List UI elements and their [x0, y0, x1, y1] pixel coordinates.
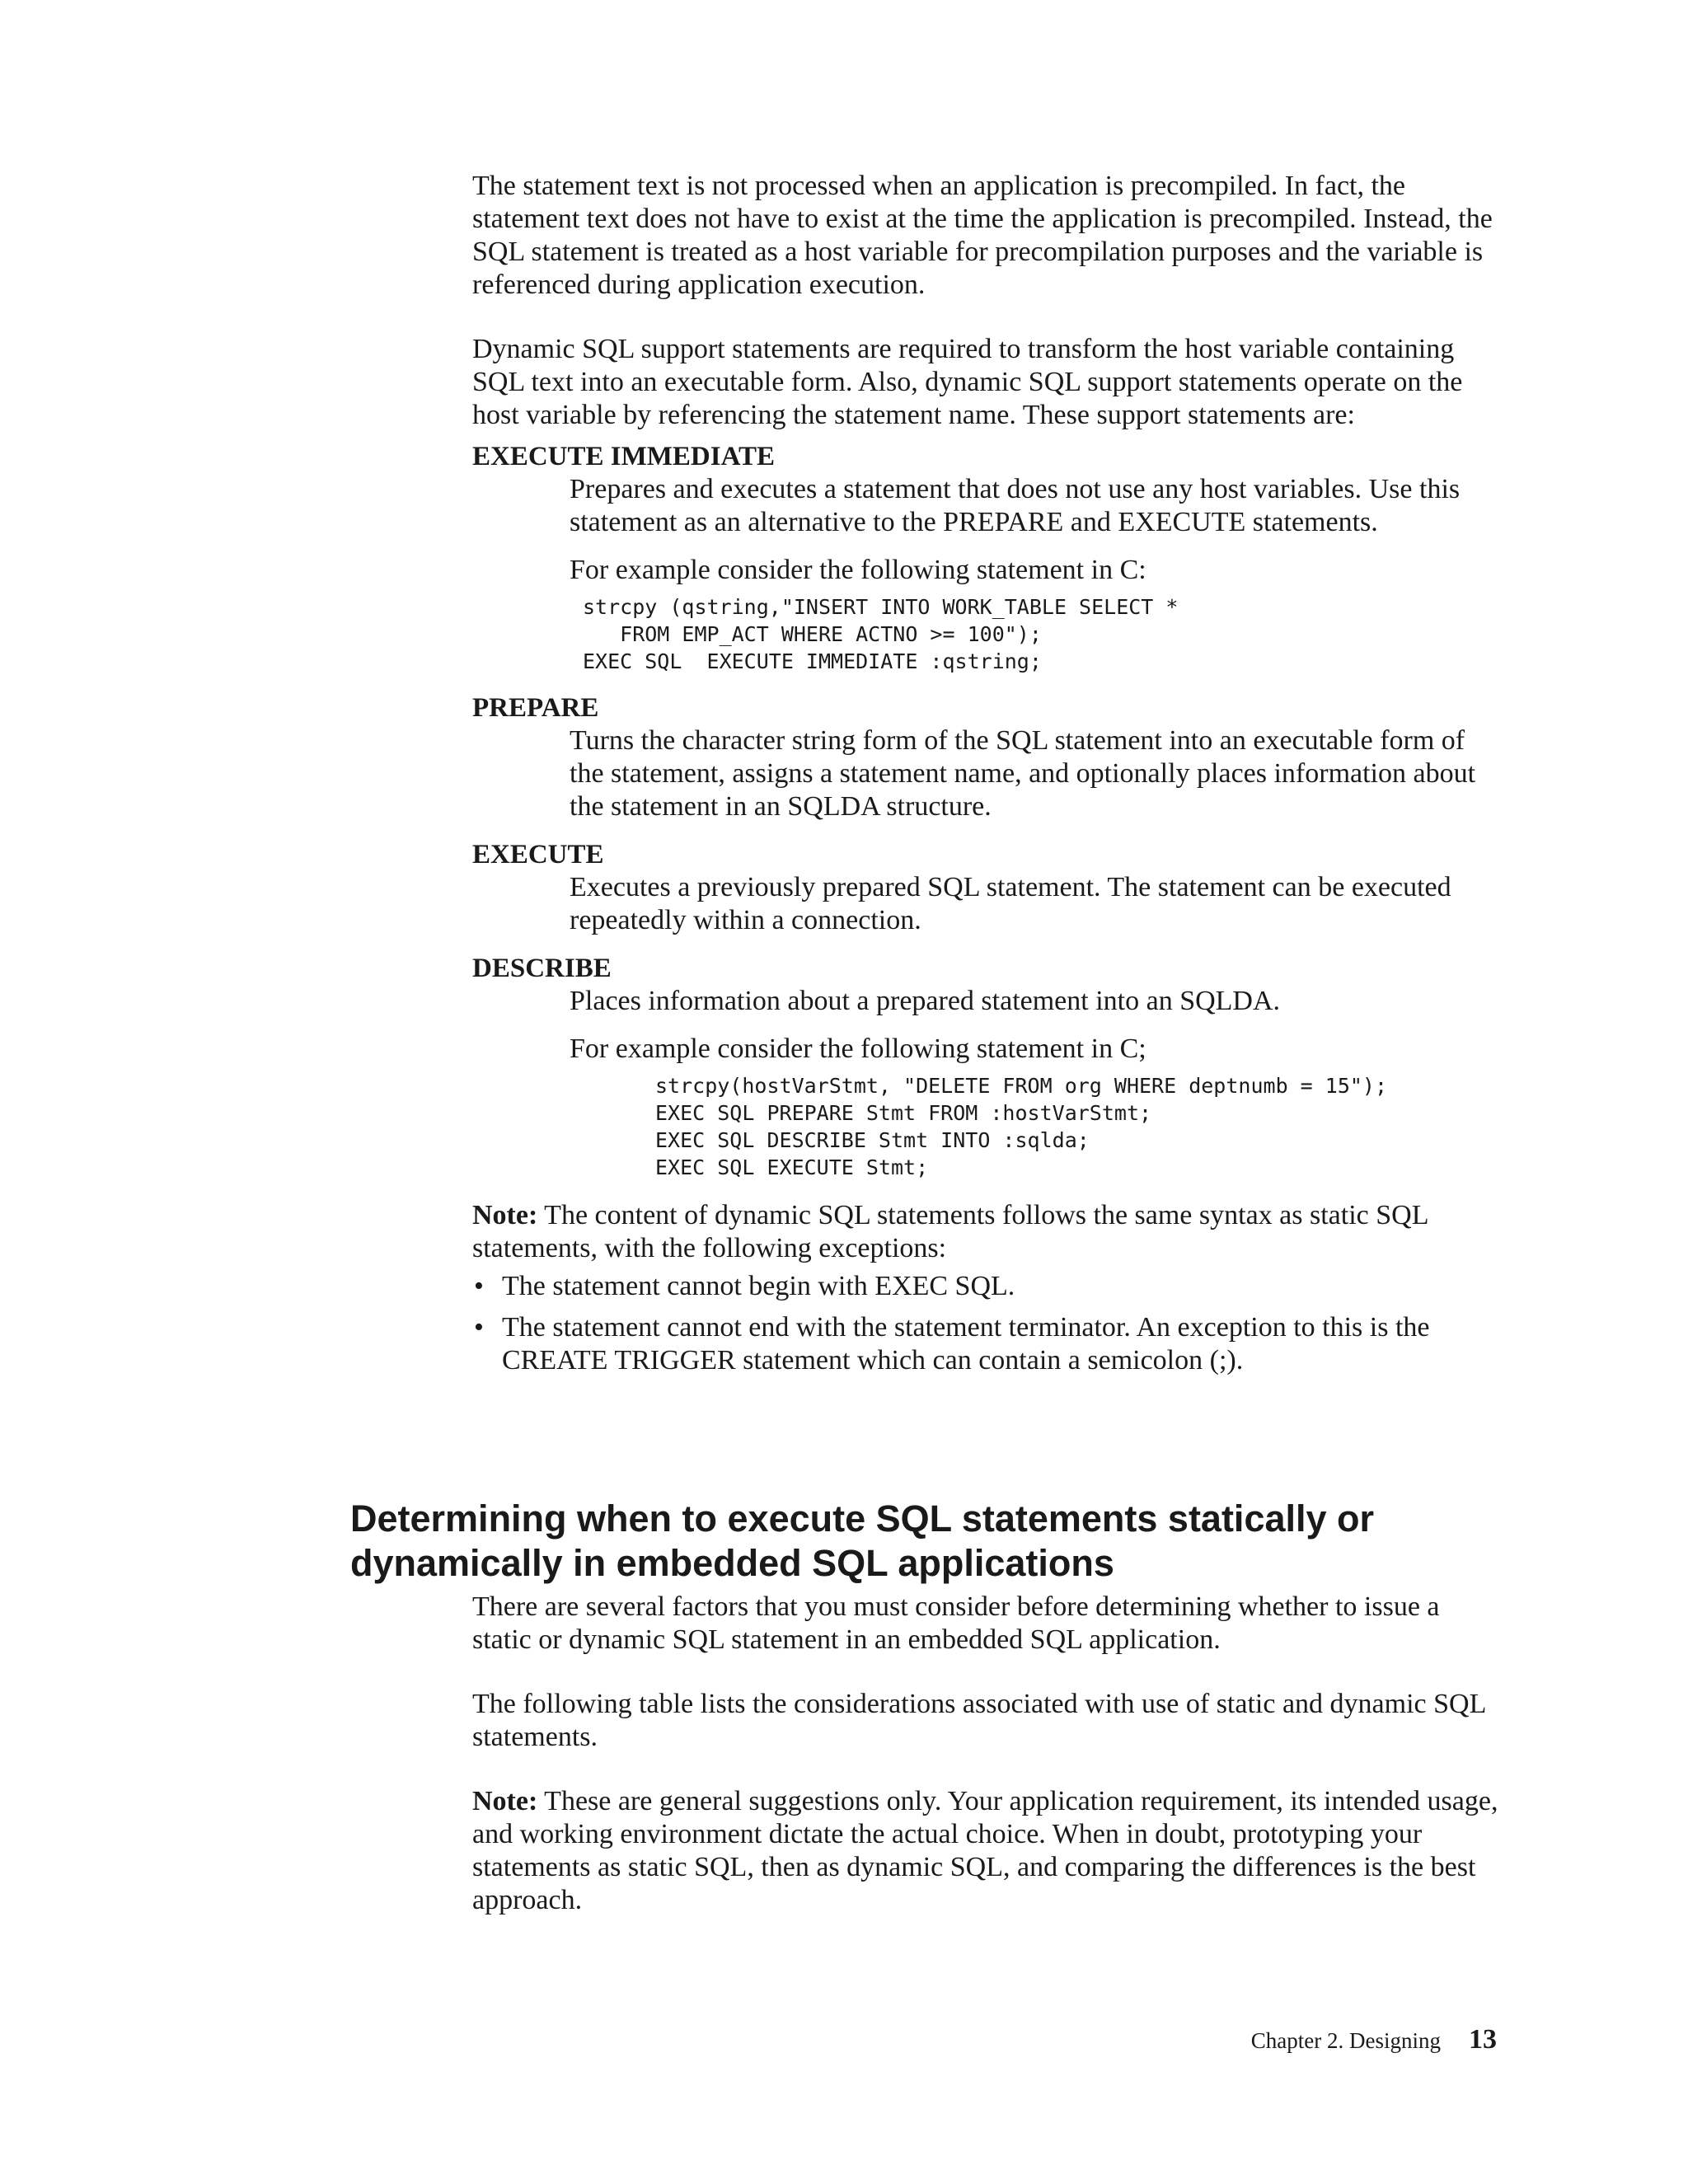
definition-execute-immediate [472, 440, 1503, 675]
definition-body-execute-immediate [570, 473, 1503, 675]
note-dynamic-sql [472, 1199, 1503, 1377]
page-number: 13 [1469, 2024, 1497, 2055]
paragraph-support-statements: Dynamic SQL support statements are required to transform the host variable containing SQL text into an executable form. Also, dynamic SQL support statements operate on the host variable by referencing the statement name. These support statements are: [472, 334, 1463, 430]
term-describe: DESCRIBE [472, 954, 612, 983]
example-intro-execute-immediate: For example consider the following statement in C: [570, 555, 1146, 585]
footer-chapter: Chapter 2. Designing [1250, 2028, 1441, 2053]
page-footer [1251, 2023, 1497, 2057]
bullet-text: The statement cannot end with the statement terminator. An exception to this is the CREATE TRIGGER statement which can contain a semicolon (;). [502, 1312, 1430, 1376]
section-note-text: These are general suggestions only. Your application requirement, its intended usage, and working environment dictate the actual choice. When in doubt, prototyping your statements as static SQL, then as dynamic SQL, and comparing the differences is the best approach. [472, 1786, 1498, 1915]
note-paragraph [472, 1199, 1503, 1265]
term-execute: EXECUTE [472, 840, 604, 869]
term-execute-immediate: EXECUTE IMMEDIATE [472, 442, 776, 471]
section-paragraph-table: The following table lists the considerations associated with use of static and dynamic SQL statements. [472, 1689, 1486, 1752]
definition-body-execute [570, 871, 1503, 937]
top-text-block [472, 170, 1503, 1385]
bullet-text: The statement cannot begin with EXEC SQL. [502, 1271, 1015, 1301]
list-item [472, 1311, 1503, 1377]
desc-describe: Places information about a prepared statement into an SQLDA. [570, 986, 1281, 1016]
term-prepare: PREPARE [472, 693, 599, 723]
section-text-block [472, 1591, 1503, 1917]
definition-describe [472, 952, 1503, 1181]
example-intro-describe: For example consider the following statement in C; [570, 1033, 1146, 1064]
note-label: Note: [472, 1200, 538, 1230]
desc-execute: Executes a previously prepared SQL statement. The statement can be executed repeatedly within a connection. [570, 872, 1451, 935]
desc-execute-immediate: Prepares and executes a statement that does not use any host variables. Use this statement as an alternative to the PREPARE and EXECUTE statements. [570, 474, 1461, 537]
definition-body-prepare [570, 724, 1503, 823]
bullet-icon: • [474, 1271, 484, 1301]
list-item [472, 1270, 1503, 1303]
section-heading: Determining when to execute SQL statements statically or dynamically in embedded SQL applications [350, 1497, 1375, 1584]
section-note [472, 1785, 1503, 1917]
section-note-label: Note: [472, 1786, 538, 1816]
note-text: The content of dynamic SQL statements follows the same syntax as static SQL statements, with the following exceptions: [472, 1200, 1428, 1263]
paragraph-precompile: The statement text is not processed when an application is precompiled. In fact, the statement text does not have to exist at the time the application is precompiled. Instead, the SQL statement is treated as a host variable for precompilation purposes and the variable is referenced during application execution. [472, 171, 1493, 300]
bullet-icon: • [474, 1312, 484, 1343]
desc-prepare: Turns the character string form of the SQL statement into an executable form of the statement, assigns a statement name, and optionally places information about the statement in an SQLDA structure. [570, 725, 1476, 822]
note-bullet-list [472, 1270, 1503, 1377]
code-block-execute-immediate: strcpy (qstring,"INSERT INTO WORK_TABLE SELECT * FROM EMP_ACT WHERE ACTNO >= 100"); EXEC SQL EXECUTE IMMEDIATE :qstring; [583, 595, 1179, 673]
section-paragraph-factors: There are several factors that you must consider before determining whether to issue a static or dynamic SQL statement in an embedded SQL application. [472, 1591, 1440, 1655]
definition-prepare [472, 691, 1503, 823]
definition-execute [472, 838, 1503, 937]
definition-body-describe [570, 985, 1503, 1181]
code-block-describe: strcpy(hostVarStmt, "DELETE FROM org WHERE deptnumb = 15"); EXEC SQL PREPARE Stmt FROM :hostVarStmt; EXEC SQL DESCRIBE Stmt INTO :sqlda; EXEC SQL EXECUTE Stmt; [655, 1074, 1388, 1179]
